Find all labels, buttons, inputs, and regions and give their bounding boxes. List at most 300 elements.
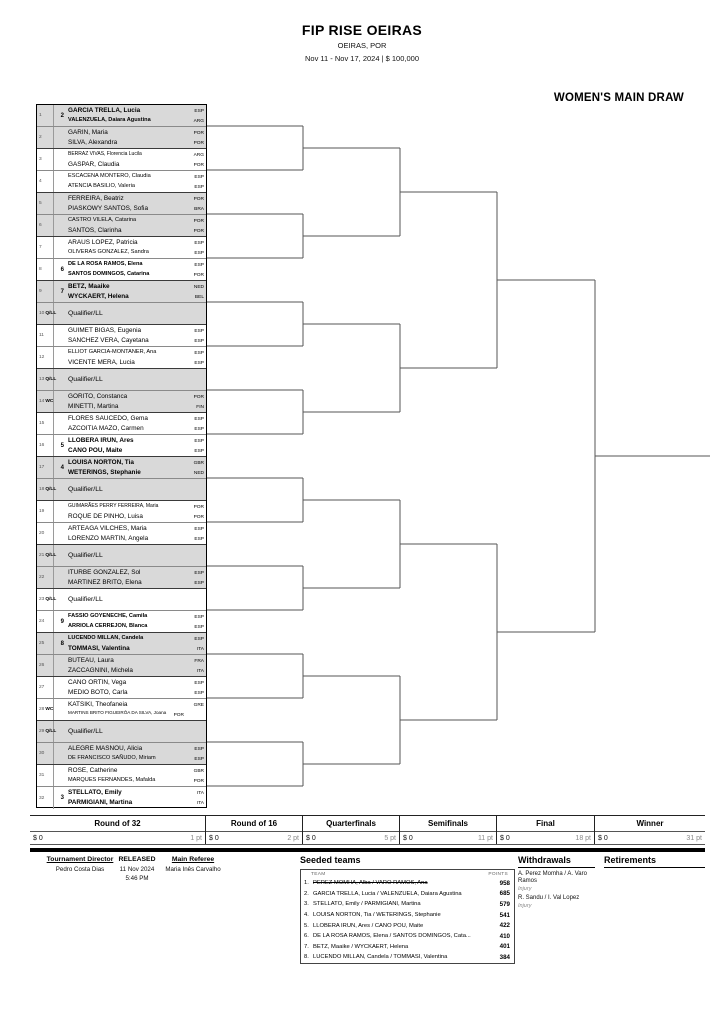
seed-number (54, 743, 66, 764)
player-name: PARMIGIANI, Martina (68, 799, 133, 806)
player-name: ITURBE GONZALEZ, Sol (68, 568, 141, 576)
entry-number: 15 (39, 421, 45, 426)
player-name: FASSIO GOYENECHE, Camila (68, 612, 148, 619)
player-name: ROQUE DE PINHO, Luisa (68, 512, 143, 520)
tournament-director-block (38, 856, 122, 873)
entry-number: 10 (39, 311, 45, 316)
tournament-director-heading: Tournament Director (46, 856, 114, 863)
seeded-team-points: 410 (499, 932, 510, 940)
released-date: 11 Nov 2024 (119, 866, 155, 873)
entry-row (37, 523, 206, 545)
round-name: Winner (595, 816, 705, 832)
player-name: SILVA, Alexandra (68, 138, 118, 146)
entry-row (37, 765, 206, 787)
country-code: ESP (194, 580, 204, 586)
entry-tag: Q/LL (45, 311, 57, 316)
country-code: ESP (194, 328, 204, 334)
player-line (68, 128, 204, 138)
player-name: CASTRO VILELA, Catarina (68, 216, 137, 223)
seeded-teams-table (300, 869, 515, 964)
round-money-row (400, 832, 496, 844)
entry-names (66, 435, 206, 456)
seeded-team-rank: 1. (304, 880, 309, 887)
round-name: Quarterfinals (303, 816, 399, 832)
player-name: SANTOS, Clarinha (68, 226, 122, 234)
country-code: ITA (196, 646, 204, 652)
entry-number-cell (37, 699, 54, 720)
player-name: LOUISA NORTON, Tia (68, 458, 134, 466)
entry-number-cell (37, 545, 57, 566)
round-points: 11 pt (477, 834, 493, 842)
player-line (68, 776, 204, 786)
entry-number: 17 (39, 465, 45, 470)
entry-names (66, 105, 206, 126)
entry-names (66, 567, 206, 588)
entry-names (66, 149, 206, 170)
entry-number: 30 (39, 751, 45, 756)
country-code: ITA (196, 791, 204, 796)
retirements-heading: Retirements (604, 855, 705, 868)
seeded-team-points: 384 (499, 953, 510, 961)
entry-names (66, 215, 206, 236)
player-line (68, 634, 204, 644)
entry-names (66, 589, 206, 610)
tournament-dates-prize: Nov 11 - Nov 17, 2024 | $ 100,000 (305, 54, 419, 63)
entry-number-cell (37, 127, 54, 148)
round-money-row (30, 832, 205, 844)
country-code: ESP (194, 570, 204, 576)
entry-number: 1 (39, 113, 42, 118)
entry-number-cell (37, 677, 54, 698)
seed-number: 3 (60, 795, 64, 801)
player-name: GARIN, Maria (68, 128, 108, 136)
entry-row (37, 699, 206, 721)
entry-number-cell (37, 501, 54, 522)
entry-number-cell (37, 281, 54, 302)
tournament-director-name: Pedro Costa Dias (55, 866, 105, 873)
round-money-row (206, 832, 302, 844)
entry-number-cell (37, 369, 57, 390)
player-name: ESCACENA MONTERO, Claudia (68, 172, 151, 179)
player-name: FERREIRA, Beatriz (68, 194, 124, 202)
country-code: POR (193, 218, 204, 224)
entry-number: 23 (39, 597, 45, 602)
entry-number-cell (37, 743, 54, 764)
player-name: CANO POU, Maite (68, 446, 123, 454)
seeded-team-points: 958 (499, 879, 510, 887)
seeded-teams-block (300, 855, 515, 964)
entry-number-cell (37, 193, 54, 214)
player-line (68, 656, 204, 666)
player-name: LORENZO MARTIN, Angela (68, 534, 149, 542)
entry-names (66, 369, 206, 390)
qualifier-label: Qualifier/LL (68, 596, 103, 603)
country-code: ARG (193, 118, 204, 124)
entry-number-cell (37, 303, 57, 324)
player-line (68, 260, 204, 270)
seed-number (54, 193, 66, 214)
player-line (68, 766, 204, 776)
player-name: GUIMET BIGAS, Eugenia (68, 326, 142, 334)
entry-row (37, 545, 206, 567)
entry-names (66, 281, 206, 302)
entry-number: 19 (39, 509, 45, 514)
country-code: ESP (194, 338, 204, 344)
round-prize: $ 0 (500, 834, 510, 842)
country-code: ESP (194, 438, 204, 444)
draw-title: WOMEN'S MAIN DRAW (553, 92, 684, 104)
player-line (68, 204, 204, 214)
seed-number: 2 (60, 112, 64, 119)
qualifier-label: Qualifier/LL (68, 376, 103, 383)
withdrawals-block (518, 855, 595, 909)
player-name: DE FRANCISCO SAÑUDO, Miriam (68, 754, 156, 761)
player-name: WETERINGS, Stephanie (68, 468, 141, 476)
seeded-team-row (301, 889, 514, 900)
player-name: BUTEAU, Laura (68, 656, 114, 664)
seeded-team-points: 579 (499, 900, 510, 908)
entry-row (37, 721, 206, 743)
entry-row (37, 435, 206, 457)
entry-row (37, 149, 206, 171)
player-line (68, 238, 204, 248)
entry-number-cell (37, 259, 54, 280)
player-name: GASPAR, Claudia (68, 160, 120, 168)
player-line (68, 798, 204, 808)
player-line (68, 336, 204, 346)
entry-names (66, 611, 206, 632)
player-line (68, 502, 204, 512)
entry-names (66, 677, 206, 698)
seeded-team-rank: 5. (304, 922, 309, 929)
entry-names (66, 237, 206, 258)
player-name: ARTEAGA VILCHES, Maria (68, 524, 147, 532)
country-code: ESP (194, 614, 204, 620)
player-line (68, 248, 204, 258)
entry-tag: WC (45, 707, 54, 712)
seed-number: 5 (60, 442, 64, 449)
country-code: POR (193, 196, 204, 202)
seed-number (54, 523, 66, 544)
entry-row (37, 347, 206, 369)
entry-row (37, 105, 206, 127)
country-code: NED (193, 470, 204, 476)
round-name: Round of 16 (206, 816, 302, 832)
entry-number: 24 (39, 619, 45, 624)
entry-row (37, 237, 206, 259)
withdrawals-heading: Withdrawals (518, 855, 595, 868)
player-name: PIASKOWY SANTOS, Sofia (68, 204, 149, 212)
country-code: ESP (194, 624, 204, 630)
entry-tag: Q/LL (45, 729, 57, 734)
round-column (497, 816, 595, 844)
round-money-row (497, 832, 594, 844)
country-code: ESP (194, 416, 204, 422)
player-name: VICENTE MERA, Lucia (68, 358, 135, 366)
entry-number: 31 (39, 773, 45, 778)
seeded-team-name: LUCENDO MILLAN, Candela / TOMMASI, Valentina (313, 954, 448, 961)
seeded-team-name: BETZ, Maaike / WYCKAERT, Helena (313, 943, 409, 950)
round-prize: $ 0 (598, 834, 608, 842)
country-code: POR (173, 712, 184, 718)
entry-number-cell (37, 171, 54, 192)
seed-number (54, 127, 66, 148)
seed-number: 4 (60, 464, 64, 471)
seed-number (54, 501, 66, 522)
player-name: ZACCAGNINI, Michela (68, 666, 133, 674)
player-line (68, 700, 204, 710)
player-name: DE LA ROSA RAMOS, Elena (68, 260, 143, 267)
entry-row (37, 303, 206, 325)
player-name: MINETTI, Martina (68, 402, 119, 410)
player-line (68, 446, 204, 456)
entry-names (66, 765, 206, 786)
player-name: KATSIKI, Theofaneia (68, 700, 128, 708)
player-line (68, 348, 204, 358)
player-line (68, 666, 204, 676)
country-code: POR (193, 162, 204, 168)
entry-number: 26 (39, 663, 45, 668)
round-prize: $ 0 (403, 834, 413, 842)
entry-number: 20 (39, 531, 45, 536)
page-header (0, 22, 724, 63)
country-code: ESP (194, 108, 204, 114)
entry-names (66, 743, 206, 764)
player-name: MARTINEZ BRITO, Elena (68, 578, 142, 586)
player-name: MARQUES FERNANDES, Mafalda (68, 776, 156, 783)
entry-number: 27 (39, 685, 45, 690)
country-code: ESP (194, 746, 204, 752)
seeded-team-row (301, 952, 514, 963)
entry-number: 22 (39, 575, 45, 580)
player-line (68, 644, 204, 654)
player-name: BETZ, Maaike (68, 282, 110, 290)
seeded-team-name: LOUISA NORTON, Tia / WETERINGS, Stephanie (313, 912, 441, 919)
country-code: ESP (194, 536, 204, 542)
entry-tag: Q/LL (45, 377, 57, 382)
entry-row (37, 215, 206, 237)
player-name: WYCKAERT, Helena (68, 292, 129, 300)
entry-number: 9 (39, 289, 42, 294)
entry-row (37, 633, 206, 655)
seeded-team-name: STELLATO, Emily / PARMIGIANI, Martina (313, 901, 421, 908)
round-money-row (303, 832, 399, 844)
seed-number (54, 765, 66, 786)
seed-number: 8 (60, 640, 64, 647)
country-code: BRA (194, 206, 204, 212)
entry-number-cell (37, 765, 54, 786)
player-line (68, 194, 204, 204)
player-line (68, 424, 204, 434)
entry-number-cell (37, 215, 54, 236)
player-line (68, 754, 204, 764)
entry-number: 7 (39, 245, 42, 250)
entry-number-cell (37, 567, 54, 588)
withdrawal-item: R. Sandu / I. Val Lopez (518, 895, 580, 901)
entry-number: 21 (39, 553, 45, 558)
player-name: GUIMARÃES PERRY FERREIRA, Maria (68, 502, 159, 509)
player-line (68, 270, 204, 280)
player-name: ALEGRE MASNOU, Alicia (68, 744, 143, 752)
entry-number: 12 (39, 355, 45, 360)
withdrawal-reason: Injury (518, 886, 532, 892)
seed-number (54, 303, 66, 324)
seeded-team-rank: 6. (304, 933, 309, 940)
country-code: ITA (196, 801, 204, 806)
country-code: ESP (194, 360, 204, 366)
player-name: ELLIOT GARCIA-MONTANER, Ana (68, 348, 157, 355)
player-name: ARAUS LOPEZ, Patricia (68, 238, 138, 246)
player-line (68, 226, 204, 236)
seed-number (54, 655, 66, 676)
player-line (68, 458, 204, 468)
entry-number: 25 (39, 641, 45, 646)
entry-number-cell (37, 633, 54, 654)
seed-number (54, 413, 66, 434)
seed-number (54, 171, 66, 192)
seeded-team-rank: 7. (304, 943, 309, 950)
player-name: ATENCIA BASILIO, Valeria (68, 182, 135, 189)
entry-names (66, 457, 206, 478)
seeded-team-row (301, 931, 514, 942)
entry-number: 13 (39, 377, 45, 382)
seed-number (54, 237, 66, 258)
seed-number (54, 545, 66, 566)
player-name: MEDIO BOTO, Carla (68, 688, 128, 696)
entry-names (66, 303, 206, 324)
seeded-team-name: DE LA ROSA RAMOS, Elena / SANTOS DOMINGOS, Cata... (313, 933, 471, 940)
player-line (68, 710, 204, 720)
draw-entries-table (36, 104, 207, 808)
retirements-block (604, 855, 705, 868)
player-line (68, 534, 204, 544)
entry-row (37, 413, 206, 435)
country-code: ESP (194, 350, 204, 356)
entry-tag: Q/LL (45, 553, 57, 558)
round-column (30, 816, 206, 844)
round-column (595, 816, 705, 844)
player-line (68, 182, 204, 192)
main-referee-block (155, 856, 231, 873)
country-code: FRA (194, 658, 204, 664)
player-line (68, 468, 204, 478)
entry-names (66, 193, 206, 214)
released-time: 5:46 PM (125, 875, 149, 882)
seeded-team-rank: 4. (304, 912, 309, 919)
round-prize: $ 0 (306, 834, 316, 842)
entry-row (37, 589, 206, 611)
entry-row (37, 611, 206, 633)
round-column (206, 816, 303, 844)
round-name: Final (497, 816, 594, 832)
entry-names (66, 347, 206, 368)
withdrawal-reason: Injury (518, 903, 532, 909)
round-name: Round of 32 (30, 816, 205, 832)
seeded-teams-header (301, 870, 514, 878)
country-code: ESP (194, 240, 204, 246)
round-column (303, 816, 400, 844)
player-line (68, 436, 204, 446)
entry-names (66, 325, 206, 346)
country-code: ESP (194, 526, 204, 532)
entry-number-cell (37, 413, 54, 434)
player-name: ARRIOLA CERREJON, Blanca (68, 622, 148, 629)
entry-number-cell (37, 611, 54, 632)
player-line (68, 282, 204, 292)
country-code: POR (193, 228, 204, 234)
entry-row (37, 171, 206, 193)
round-points: 31 pt (686, 834, 702, 842)
entry-row (37, 743, 206, 765)
seeded-team-row (301, 942, 514, 953)
entry-tag: Q/LL (45, 487, 57, 492)
entry-names (66, 413, 206, 434)
main-referee-name: Maria Inês Carvalho (165, 866, 221, 873)
entry-row (37, 655, 206, 677)
seed-number: 7 (60, 288, 64, 295)
entry-number: 2 (39, 135, 42, 140)
player-line (68, 402, 204, 412)
player-line (68, 414, 204, 424)
country-code: ESP (194, 426, 204, 432)
seed-number (54, 567, 66, 588)
country-code: ITA (196, 668, 204, 674)
seed-number (54, 215, 66, 236)
entry-row (37, 369, 206, 391)
entry-number-cell (37, 325, 54, 346)
seeded-team-name: PEREZ MOMHA, Alba / VARO RAMOS, Ana (313, 880, 428, 887)
entry-number-cell (37, 457, 54, 478)
seed-number: 6 (60, 266, 64, 273)
entry-number-cell (37, 237, 54, 258)
country-code: GBR (193, 460, 204, 466)
seeded-team-name: LLOBERA IRUN, Ares / CANO POU, Maite (313, 922, 424, 929)
country-code: ESP (194, 250, 204, 256)
entry-number-cell (37, 523, 54, 544)
seeded-team-rank: 3. (304, 901, 309, 908)
player-line (68, 172, 204, 182)
seed-number (54, 391, 66, 412)
country-code: POR (193, 272, 204, 278)
entry-tag: Q/LL (45, 597, 57, 602)
entry-names (66, 501, 206, 522)
entry-names (66, 127, 206, 148)
seed-number (54, 479, 66, 500)
entry-number: 29 (39, 729, 45, 734)
entry-names (66, 633, 206, 654)
player-name: TOMMASI, Valentina (68, 644, 130, 652)
entry-names (66, 479, 206, 500)
entry-number-cell (37, 721, 57, 742)
player-line (68, 744, 204, 754)
team-column-header: TEAM (311, 872, 326, 877)
entry-row (37, 281, 206, 303)
entry-number: 3 (39, 157, 42, 162)
player-name: GARCIA TRELLA, Lucia (68, 106, 141, 114)
player-line (68, 138, 204, 148)
player-name: MARTINS BRITO FIGUEIRÔA DA SILVA, Joana (68, 709, 167, 715)
entry-number-cell (37, 655, 54, 676)
round-prize: $ 0 (209, 834, 219, 842)
country-code: POR (193, 394, 204, 400)
points-column-header: POINTS (488, 872, 508, 877)
entry-number: 11 (39, 333, 44, 338)
player-line (68, 292, 204, 302)
country-code: ESP (194, 680, 204, 686)
entry-row (37, 127, 206, 149)
seed-number (54, 677, 66, 698)
seed-number (54, 325, 66, 346)
